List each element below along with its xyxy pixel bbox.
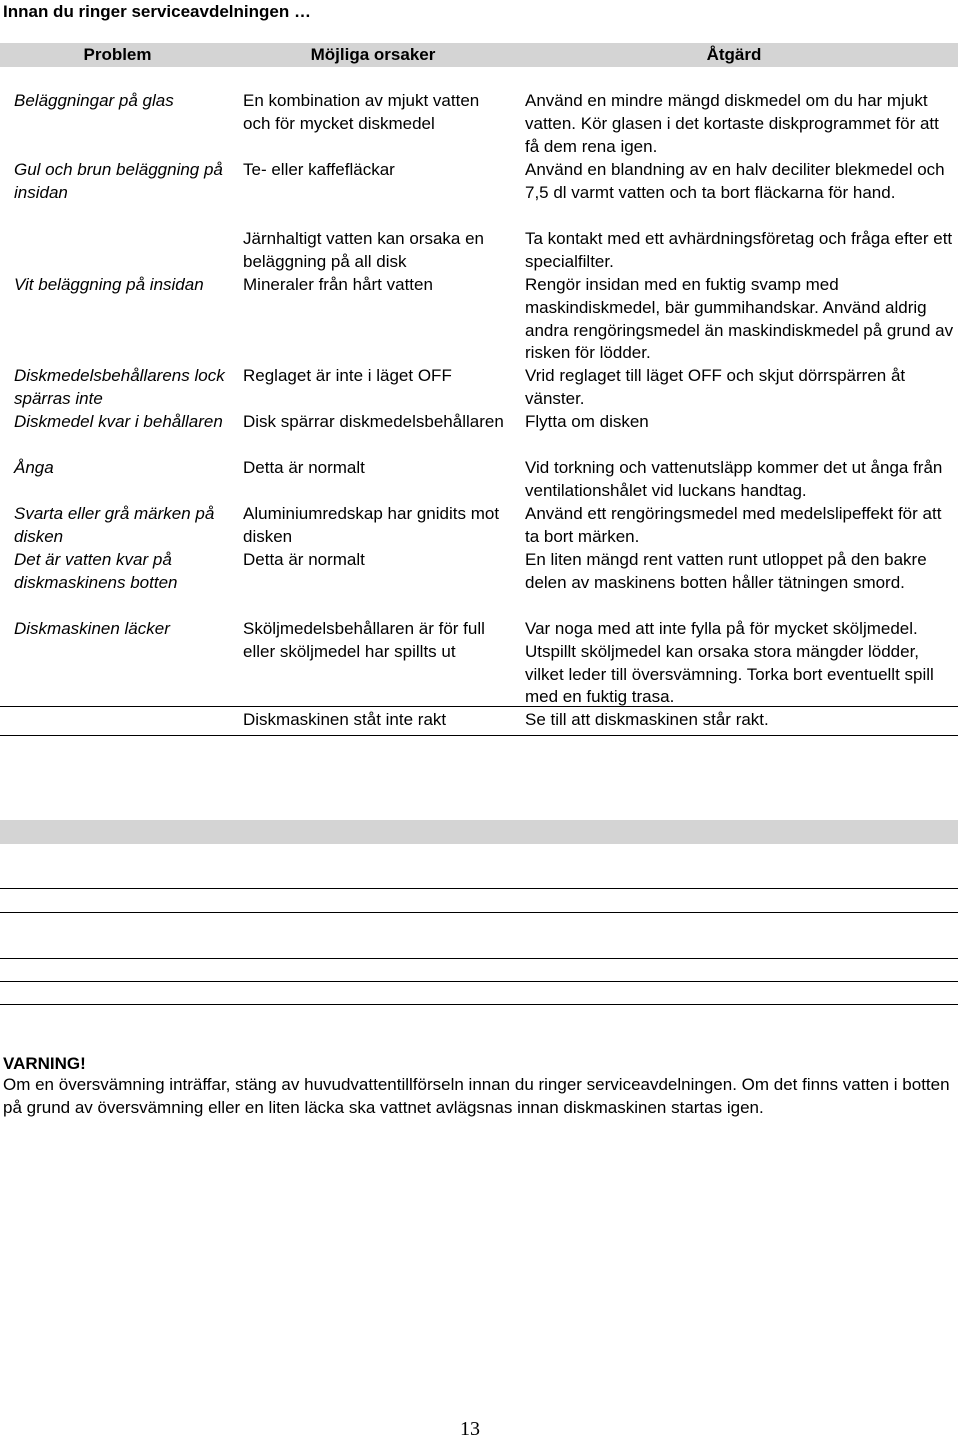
action-cell: Använd en mindre mängd diskmedel om du har mjukt vatten. Kör glasen i det kortaste diskprogrammet för att få dem rena igen. xyxy=(525,91,939,156)
note-line xyxy=(0,888,958,889)
page-number: 13 xyxy=(460,1418,480,1440)
problem-cell: Vit beläggning på insidan xyxy=(14,275,204,294)
page-heading: Innan du ringer serviceavdelningen … xyxy=(3,2,311,21)
action-cell: Flytta om disken xyxy=(525,412,649,431)
table-divider xyxy=(0,706,958,707)
notes-header-band xyxy=(0,820,958,844)
action-cell: Använd en blandning av en halv deciliter blekmedel och 7,5 dl varmt vatten och ta bort fläckarna för hand. xyxy=(525,160,945,202)
cause-cell: Järnhaltigt vatten kan orsaka en beläggning på all disk xyxy=(243,229,484,271)
action-cell: Vid torkning och vattenutsläpp kommer det ut ånga från ventilationshålet vid luckans handtag. xyxy=(525,458,943,500)
note-line xyxy=(0,1004,958,1005)
problem-cell: Diskmedelsbehållarens lock spärras inte xyxy=(14,366,225,408)
warning-title: VARNING! xyxy=(3,1054,86,1073)
problem-cell: Svarta eller grå märken på disken xyxy=(14,504,215,546)
problem-cell: Det är vatten kvar på diskmaskinens botten xyxy=(14,550,178,592)
cause-cell: Detta är normalt xyxy=(243,458,365,477)
action-cell: Ta kontakt med ett avhärdningsföretag och fråga efter ett specialfilter. xyxy=(525,229,953,271)
problem-cell: Diskmaskinen läcker xyxy=(14,619,170,638)
cause-cell: Mineraler från hårt vatten xyxy=(243,275,433,294)
cause-cell: Disk spärrar diskmedelsbehållaren xyxy=(243,412,504,431)
action-cell: Använd ett rengöringsmedel med medelslipeffekt för att ta bort märken. xyxy=(525,504,942,546)
cause-cell: Detta är normalt xyxy=(243,550,365,569)
action-cell: En liten mängd rent vatten runt utloppet på den bakre delen av maskinens botten håller tätningen smord. xyxy=(525,550,927,592)
note-line xyxy=(0,958,958,959)
warning-text: Om en översvämning inträffar, stäng av huvudvattentillförseln innan du ringer serviceavdelningen. Om det finns vatten i botten på grund av översvämning eller en liten läcka ska vattnet avlägsnas innan diskmaskinen startas igen. xyxy=(3,1075,950,1117)
table-bottom-rule xyxy=(0,735,958,736)
problem-cell: Diskmedel kvar i behållaren xyxy=(14,412,223,431)
problem-cell: Gul och brun beläggning på insidan xyxy=(14,160,223,202)
header-action: Åtgärd xyxy=(706,45,762,64)
problem-cell: Ånga xyxy=(14,458,54,477)
note-line xyxy=(0,981,958,982)
action-cell: Vrid reglaget till läget OFF och skjut dörrspärren åt vänster. xyxy=(525,366,906,408)
cause-cell: Aluminiumredskap har gnidits mot disken xyxy=(243,504,500,546)
cause-cell: Reglaget är inte i läget OFF xyxy=(243,366,452,385)
action-cell: Se till att diskmaskinen står rakt. xyxy=(525,710,769,729)
header-problem: Problem xyxy=(83,45,152,64)
action-cell: Rengör insidan med en fuktig svamp med maskindiskmedel, bär gummihandskar. Använd aldrig andra rengöringsmedel än maskindiskmedel på grund av risken för lödder. xyxy=(525,275,954,363)
cause-cell: Diskmaskinen ståt inte rakt xyxy=(243,710,447,729)
cause-cell: Te- eller kaffefläckar xyxy=(243,160,395,179)
action-cell: Var noga med att inte fylla på för mycket sköljmedel. Utspillt sköljmedel kan orsaka stora mängder lödder, vilket leder till översvämning. Torka bort eventuellt spill med en fuktig trasa. xyxy=(525,619,934,707)
table-header xyxy=(0,43,958,67)
problem-cell: Beläggningar på glas xyxy=(14,91,174,110)
cause-cell: En kombination av mjukt vatten och för mycket diskmedel xyxy=(243,91,480,133)
cause-cell: Sköljmedelsbehållaren är för full eller sköljmedel har spillts ut xyxy=(243,619,485,661)
note-line xyxy=(0,912,958,913)
header-causes: Möjliga orsaker xyxy=(310,45,436,64)
